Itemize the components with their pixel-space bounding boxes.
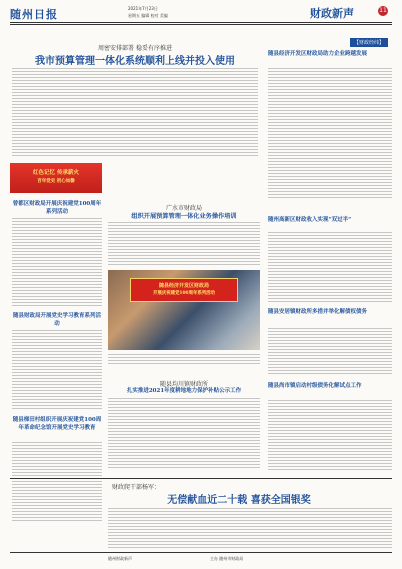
closing-kicker: 财政爬干部杨军： (112, 484, 161, 491)
photo-banner-line1: 随县经济开发区财政局 (158, 283, 209, 289)
column-tag: 【财政经纬】 (350, 38, 388, 47)
right-item-4-title: 随县尚市镇启动村级债务化解试点工作 (268, 383, 362, 389)
lead-kicker: 周密安排部署 稳妥有序推进 (98, 45, 172, 52)
masthead-logo: 随州日报 (10, 8, 58, 21)
issue-date: 2021年7月23日 (128, 6, 158, 11)
bottom-feature-headline: 扎实推进2021年度耕地地力保护补贴公示工作 (126, 388, 242, 394)
left-item-1-body (12, 218, 102, 306)
right-item-2-body (268, 232, 392, 302)
photo-banner-line2: 开展庆祝建党100周年系列活动 (153, 291, 215, 296)
right-item-1-title: 随县经济开发区财政局助力企业跨越发展 (268, 51, 368, 57)
section-title: 财政新声 (310, 7, 354, 20)
page-number-badge: 11 (379, 7, 387, 14)
footer-right: 主办 随州市财政局 (210, 556, 244, 561)
right-item-2-title: 随州高新区财政收入实现“双过半” (268, 217, 352, 223)
feature-kicker: 广水市财政局 (165, 205, 202, 212)
photo-caption (108, 354, 260, 364)
feature-headline: 组织开展预算管理一体化业务操作培训 (131, 213, 237, 220)
event-photo (108, 270, 260, 350)
lead-body-text (12, 68, 258, 158)
photo-stage-banner (130, 278, 238, 302)
left-item-2-title: 随县财政局开展党史学习教育系列活动 (12, 313, 101, 327)
issue-meta: 星期五 编辑 校对 美编 (128, 13, 168, 18)
ad-banner (10, 163, 102, 193)
bottom-feature-kicker: 随县均川镇财政所 (159, 381, 208, 388)
right-item-1-body (268, 68, 392, 198)
lead-headline: 我市预算管理一体化系统顺利上线并投入使用 (35, 56, 235, 67)
ad-banner-line1: 红色记忆 传承薪火 (33, 170, 79, 176)
footer-rule (10, 552, 392, 553)
ad-banner-line2: 百年党史 初心如磐 (37, 179, 75, 184)
right-item-3-title: 随县安居镇财政所多措并举化解债权债务 (268, 309, 368, 315)
left-item-2-body (12, 330, 102, 410)
closing-headline: 无偿献血近二十载 喜获全国银奖 (167, 495, 311, 506)
masthead-rule (10, 22, 392, 23)
right-item-3-body (268, 328, 392, 374)
section-rule (10, 478, 392, 479)
left-item-1-title: 曾都区财政局开展庆祝建党100周年系列活动 (12, 201, 102, 215)
masthead-rule-thin (10, 24, 392, 25)
feature-body (108, 222, 260, 266)
right-item-4-body (268, 400, 392, 470)
left-item-3-title: 随县梯田村组织开展庆祝建党100周年革命纪念馆开展党史学习教育 (12, 417, 102, 431)
closing-body (108, 508, 392, 548)
footer-left: 随州财政新声 (108, 556, 132, 561)
bottom-feature-body (108, 398, 260, 468)
left-item-3-body (12, 442, 102, 522)
